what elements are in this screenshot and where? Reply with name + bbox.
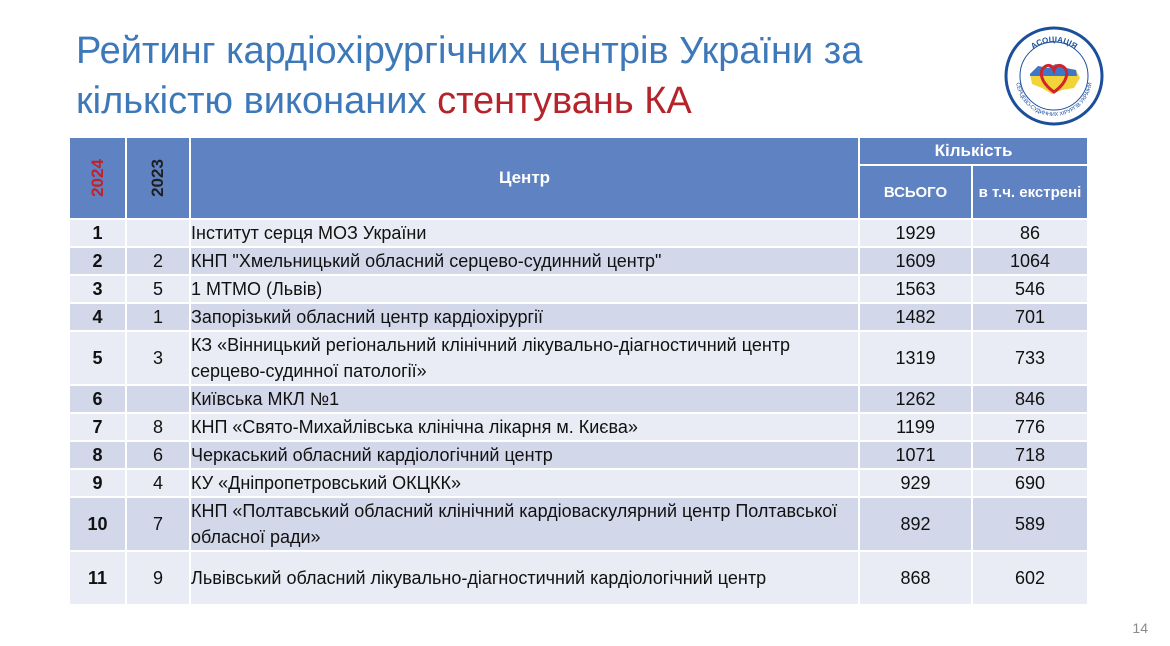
rating-table bbox=[68, 136, 1089, 606]
center-name-cell: КУ «Дніпропетровський ОКЦКК» bbox=[190, 469, 859, 497]
rank-cell: 8 bbox=[69, 441, 126, 469]
emergency-cell: 776 bbox=[972, 413, 1088, 441]
rank-cell: 1 bbox=[69, 219, 126, 247]
rank-cell: 6 bbox=[69, 385, 126, 413]
total-cell: 1199 bbox=[859, 413, 972, 441]
prev-rank-cell bbox=[126, 219, 190, 247]
header-quantity: Кількість bbox=[859, 137, 1088, 165]
total-cell: 1609 bbox=[859, 247, 972, 275]
emergency-cell: 1064 bbox=[972, 247, 1088, 275]
center-name-cell: КНП «Свято-Михайлівська клінічна лікарня м. Києва» bbox=[190, 413, 859, 441]
emergency-cell: 733 bbox=[972, 331, 1088, 385]
slide-title bbox=[76, 26, 976, 126]
prev-rank-cell: 6 bbox=[126, 441, 190, 469]
prev-rank-cell: 2 bbox=[126, 247, 190, 275]
rank-cell: 11 bbox=[69, 551, 126, 605]
logo-text-top: АСОЦІАЦІЯ bbox=[1029, 34, 1079, 51]
emergency-cell: 846 bbox=[972, 385, 1088, 413]
table-row bbox=[69, 413, 1088, 441]
header-center: Центр bbox=[190, 137, 859, 219]
title-main: Рейтинг кардіохірургічних центрів України за кількістю виконаних bbox=[76, 30, 863, 122]
rank-cell: 10 bbox=[69, 497, 126, 551]
table-row bbox=[69, 275, 1088, 303]
header-year-2024: 2024 bbox=[69, 137, 126, 219]
prev-rank-cell bbox=[126, 385, 190, 413]
emergency-cell: 690 bbox=[972, 469, 1088, 497]
emergency-cell: 701 bbox=[972, 303, 1088, 331]
total-cell: 868 bbox=[859, 551, 972, 605]
rank-cell: 4 bbox=[69, 303, 126, 331]
total-cell: 1482 bbox=[859, 303, 972, 331]
total-cell: 929 bbox=[859, 469, 972, 497]
emergency-cell: 86 bbox=[972, 219, 1088, 247]
table-row bbox=[69, 385, 1088, 413]
rank-cell: 7 bbox=[69, 413, 126, 441]
center-name-cell: КНП "Хмельницький обласний серцево-судинний центр" bbox=[190, 247, 859, 275]
table-row bbox=[69, 303, 1088, 331]
prev-rank-cell: 3 bbox=[126, 331, 190, 385]
total-cell: 1563 bbox=[859, 275, 972, 303]
table-row bbox=[69, 441, 1088, 469]
center-name-cell: 1 МТМО (Львів) bbox=[190, 275, 859, 303]
rank-cell: 9 bbox=[69, 469, 126, 497]
header-emergency: в т.ч. екстрені bbox=[972, 165, 1088, 219]
table-row bbox=[69, 247, 1088, 275]
total-cell: 1319 bbox=[859, 331, 972, 385]
center-name-cell: Черкаський обласний кардіологічний центр bbox=[190, 441, 859, 469]
total-cell: 892 bbox=[859, 497, 972, 551]
rank-cell: 5 bbox=[69, 331, 126, 385]
table-row bbox=[69, 551, 1088, 605]
table-row bbox=[69, 469, 1088, 497]
center-name-cell: Інститут серця МОЗ України bbox=[190, 219, 859, 247]
center-name-cell: Запорізький обласний центр кардіохірургії bbox=[190, 303, 859, 331]
emergency-cell: 602 bbox=[972, 551, 1088, 605]
total-cell: 1262 bbox=[859, 385, 972, 413]
total-cell: 1071 bbox=[859, 441, 972, 469]
page-number: 14 bbox=[1132, 620, 1148, 636]
prev-rank-cell: 8 bbox=[126, 413, 190, 441]
prev-rank-cell: 7 bbox=[126, 497, 190, 551]
table-row bbox=[69, 497, 1088, 551]
prev-rank-cell: 1 bbox=[126, 303, 190, 331]
logo-text-bottom: СЕРЦЕВО-СУДИННИХ ХІРУРГІВ УКРАЇНИ bbox=[1014, 82, 1094, 119]
title-accent: стентувань КА bbox=[437, 80, 692, 122]
emergency-cell: 589 bbox=[972, 497, 1088, 551]
total-cell: 1929 bbox=[859, 219, 972, 247]
emergency-cell: 546 bbox=[972, 275, 1088, 303]
table-row bbox=[69, 331, 1088, 385]
association-logo bbox=[1004, 26, 1104, 126]
rank-cell: 3 bbox=[69, 275, 126, 303]
rank-cell: 2 bbox=[69, 247, 126, 275]
center-name-cell: КНП «Полтавський обласний клінічний кардіоваскулярний центр Полтавської обласної ради» bbox=[190, 497, 859, 551]
table-row bbox=[69, 219, 1088, 247]
center-name-cell: КЗ «Вінницький регіональний клінічний лікувально-діагностичний центр серцево-судинної патології» bbox=[190, 331, 859, 385]
prev-rank-cell: 4 bbox=[126, 469, 190, 497]
table-body bbox=[69, 219, 1088, 605]
header-year-2023: 2023 bbox=[126, 137, 190, 219]
center-name-cell: Київська МКЛ №1 bbox=[190, 385, 859, 413]
emergency-cell: 718 bbox=[972, 441, 1088, 469]
center-name-cell: Львівський обласний лікувально-діагностичний кардіологічний центр bbox=[190, 551, 859, 605]
prev-rank-cell: 9 bbox=[126, 551, 190, 605]
header-total: ВСЬОГО bbox=[859, 165, 972, 219]
prev-rank-cell: 5 bbox=[126, 275, 190, 303]
